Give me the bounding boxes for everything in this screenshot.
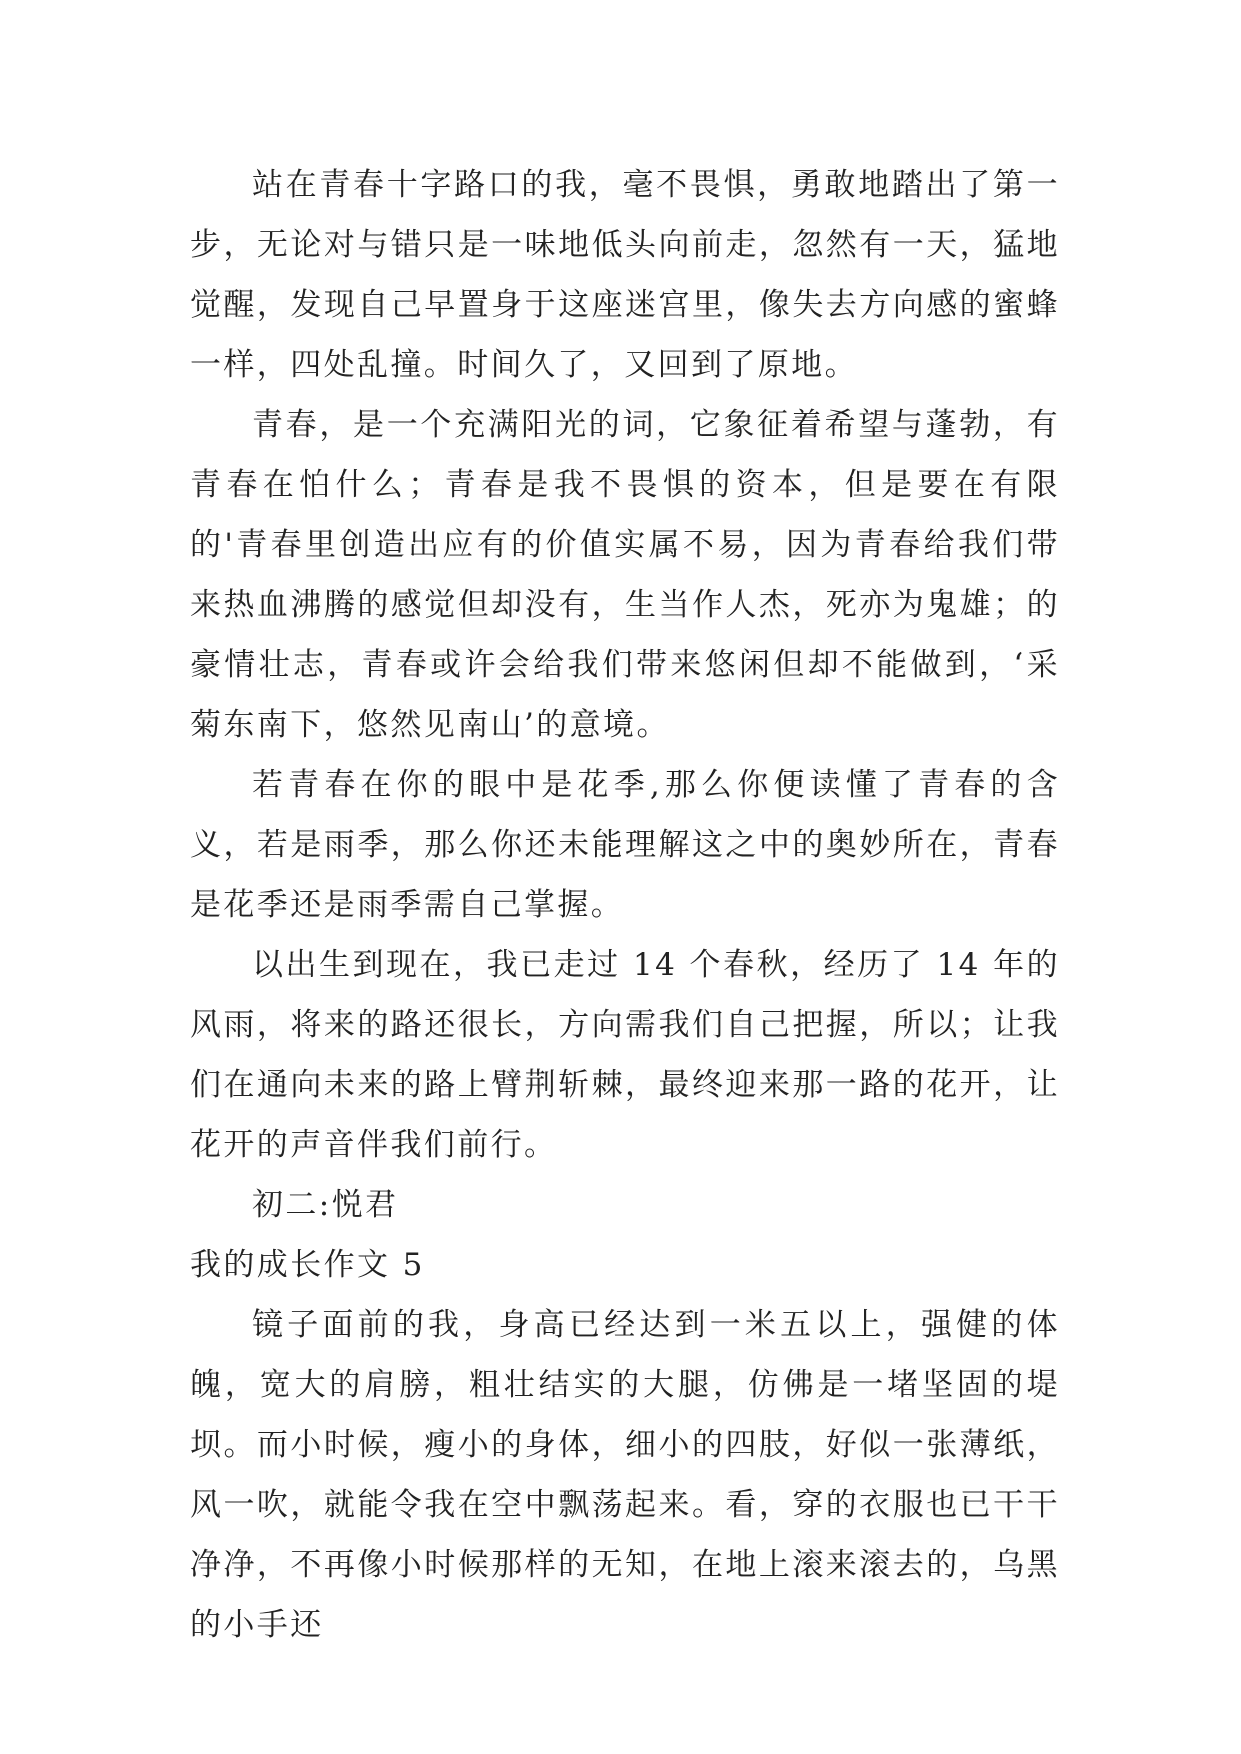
paragraph-mirror: 镜子面前的我，身高已经达到一米五以上，强健的体魄，宽大的肩膀，粗壮结实的大腿，仿佛是一堵坚固的堤坝。而小时候，瘦小的身体，细小的四肢，好似一张薄纸，风一吹，就能令我在空中飘荡起来。看，穿的衣服也已干干净净，不再像小时候那样的无知，在地上滚来滚去的，乌黑的小手还 [190,1307,1060,1643]
essay-heading: 我的成长作文 5 [190,1247,425,1283]
paragraph-crossroads: 站在青春十字路口的我，毫不畏惧，勇敢地踏出了第一步，无论对与错只是一味地低头向前走，忽然有一天，猛地觉醒，发现自己早置身于这座迷宫里，像失去方向感的蜜蜂一样，四处乱撞。时间久了，又回到了原地。 [190,167,1060,383]
author-signature: 初二:悦君 [252,1187,399,1223]
paragraph-youth-meaning: 青春，是一个充满阳光的词，它象征着希望与蓬勃，有青春在怕什么；青春是我不畏惧的资本，但是要在有限的'青春里创造出应有的价值实属不易，因为青春给我们带来热血沸腾的感觉但却没有，生当作人杰，死亦为鬼雄；的豪情壮志，青春或许会给我们带来悠闲但却不能做到，‘采菊东南下，悠然见南山’的意境。 [190,407,1060,743]
document-body [190,155,1060,1655]
paragraph-fourteen-years: 以出生到现在，我已走过 14 个春秋，经历了 14 年的风雨，将来的路还很长，方向需我们自己把握，所以；让我们在通向未来的路上臂荆斩棘，最终迎来那一路的花开，让花开的声音伴我们前行。 [190,947,1060,1163]
paragraph-flower-season: 若青春在你的眼中是花季,那么你便读懂了青春的含义，若是雨季，那么你还未能理解这之中的奥妙所在，青春是花季还是雨季需自己掌握。 [190,767,1060,923]
